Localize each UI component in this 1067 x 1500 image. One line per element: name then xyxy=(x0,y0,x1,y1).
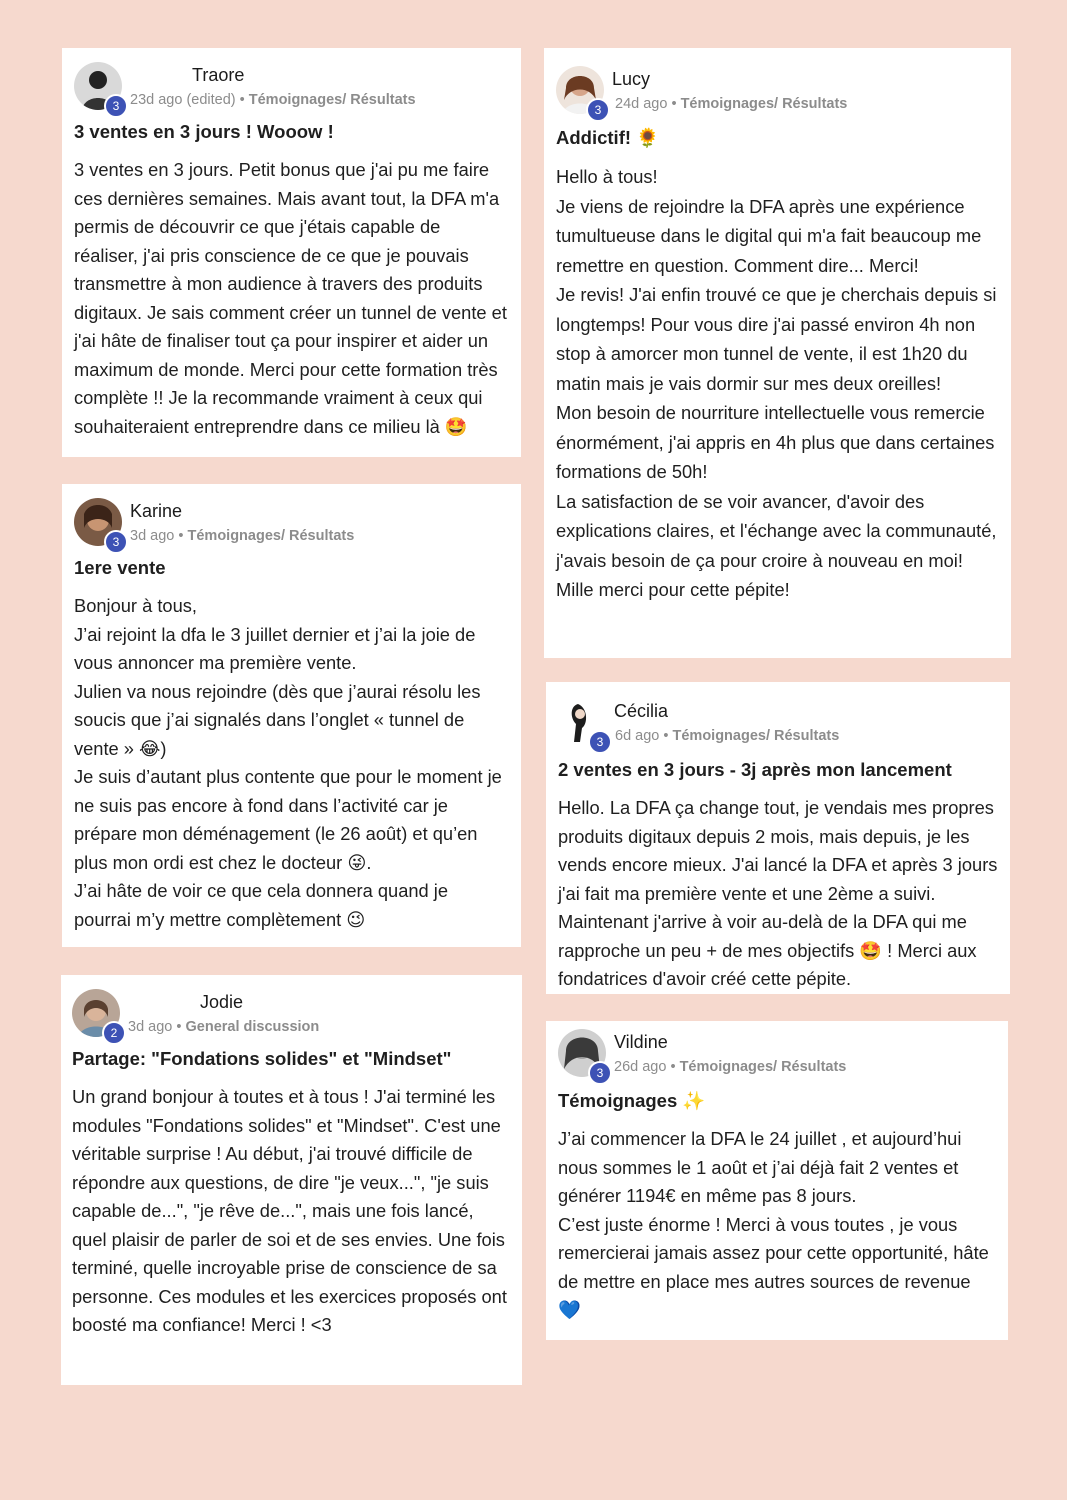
avatar[interactable] xyxy=(558,698,608,748)
post-category[interactable]: Témoignages/ Résultats xyxy=(680,96,848,112)
post-body: J’ai commencer la DFA le 24 juillet , et aujourd’hui nous sommes le 1 août et j’ai déjà fait 2 ventes et générer 1194€ en même pas 8 jours. C’est juste énorme ! Merci à vous toutes , je vous remercierai jamais assez pour cette opportunité, hâte de mettre en place mes autres sources de revenue 💙 xyxy=(558,1128,989,1320)
level-badge: 3 xyxy=(586,98,610,122)
avatar[interactable] xyxy=(74,498,124,548)
author-name[interactable]: Cécilia xyxy=(614,701,669,721)
post-time[interactable]: 26d ago xyxy=(614,1059,667,1075)
post-title[interactable]: Témoignages ✨ xyxy=(558,1090,706,1111)
post-meta: 23d ago (edited) • Témoignages/ Résultats xyxy=(130,92,416,108)
post-category[interactable]: Témoignages/ Résultats xyxy=(187,528,355,544)
post-time[interactable]: 3d ago xyxy=(128,1019,173,1035)
post-body: 3 ventes en 3 jours. Petit bonus que j'ai pu me faire ces dernières semaines. Mais avant tout, la DFA m'a permis de découvrir ce que j'étais capable de réaliser, j'ai pris conscience de ce que je pouvais transmettre à mon audience à travers des produits digitaux. Je sais comment créer un tunnel de vente et j'ai hâte de finaliser tout ça pour inspirer et aider un maximum de monde. Merci pour cette formation très complète !! Je la recommande vraiment à ceux qui souhaiteraient entreprendre dans ce milieu là 🤩 xyxy=(74,159,507,437)
level-badge: 3 xyxy=(588,730,612,754)
author-name[interactable]: Lucy xyxy=(612,69,651,89)
level-badge: 3 xyxy=(104,530,128,554)
post-meta: 26d ago • Témoignages/ Résultats xyxy=(614,1059,847,1075)
author-name[interactable]: Karine xyxy=(130,501,183,521)
post-card xyxy=(546,1021,1008,1340)
avatar[interactable] xyxy=(72,989,122,1039)
post-title[interactable]: Partage: "Fondations solides" et "Mindset" xyxy=(72,1048,452,1069)
post-card xyxy=(61,975,522,1385)
post-body: Bonjour à tous, J’ai rejoint la dfa le 3 juillet dernier et j’ai la joie de vous annoncer ma première vente. Julien va nous rejoindre (dès que j’aurai résolu les soucis que j’ai signalés dans l’onglet « tunnel de vente » 😂) Je suis d’autant plus contente que pour le moment je ne suis pas encore à fond dans l’activité car je prépare mon déménagement (le 26 août) et qu’en plus mon ordi est chez le docteur 😜. J’ai hâte de voir ce que cela donnera quand je pourrai m’y mettre complètement 😉 xyxy=(74,595,502,930)
post-meta: 3d ago • General discussion xyxy=(128,1019,320,1035)
author-name[interactable]: Traore xyxy=(192,65,245,85)
post-body: Un grand bonjour à toutes et à tous ! J'ai terminé les modules "Fondations solides" et "Mindset". C'est une véritable surprise ! Au début, j'ai trouvé difficile de répondre aux questions, de dire "je veux...", "je suis capable de...", "je rêve de...", mais une fois lancé, quel plaisir de parler de soi et de ses envies. Une fois terminé, quelle incroyable prise de conscience de sa personne. Ces modules et les exercices proposés ont boosté ma confiance! Merci ! <3 xyxy=(72,1086,507,1335)
post-title[interactable]: 1ere vente xyxy=(74,557,166,578)
level-badge: 3 xyxy=(104,94,128,118)
post-title[interactable]: Addictif! 🌻 xyxy=(556,127,660,148)
avatar[interactable] xyxy=(556,66,606,116)
post-card xyxy=(62,484,521,947)
post-card xyxy=(544,48,1011,658)
post-meta: 6d ago • Témoignages/ Résultats xyxy=(615,728,840,744)
post-meta: 24d ago • Témoignages/ Résultats xyxy=(615,96,848,112)
post-category[interactable]: Témoignages/ Résultats xyxy=(248,92,416,108)
post-title[interactable]: 3 ventes en 3 jours ! Wooow ! xyxy=(74,121,334,142)
post-meta: 3d ago • Témoignages/ Résultats xyxy=(130,528,355,544)
author-name[interactable]: Jodie xyxy=(200,992,244,1012)
post-body: Hello. La DFA ça change tout, je vendais mes propres produits digitaux depuis 2 mois, mais depuis, je les vends encore mieux. J'ai lancé la DFA et après 3 jours j'ai fait ma première vente et une 2ème a suivi. Maintenant j'arrive à voir au-delà de la DFA qui me rapproche un peu + de mes objectifs 🤩 ! Merci aux fondatrices d'avoir créé cette pépite. xyxy=(558,797,998,989)
post-title[interactable]: 2 ventes en 3 jours - 3j après mon lancement xyxy=(558,759,952,780)
avatar[interactable] xyxy=(74,62,124,112)
post-card xyxy=(62,48,521,457)
post-time[interactable]: 23d ago (edited) xyxy=(130,92,236,108)
level-badge: 3 xyxy=(588,1061,612,1085)
post-body: Hello à tous! Je viens de rejoindre la DFA après une expérience tumultueuse dans le digital qui m'a fait beaucoup me remettre en question. Comment dire... Merci! Je revis! J'ai enfin trouvé ce que je cherchais depuis si longtemps! Pour vous dire j'ai passé environ 4h non stop à amorcer mon tunnel de vente, il est 1h20 du matin mais je vais dormir sur mes deux oreilles! Mon besoin de nourriture intellectuelle vous remercie énormément, j'ai appris en 4h plus que dans certaines formations de 50h! La satisfaction de se voir avancer, d'avoir des explications claires, et l'échange avec la communauté, j'avais besoin de ça pour croire à nouveau en moi! Mille merci pour cette pépite! xyxy=(556,166,997,600)
author-name[interactable]: Vildine xyxy=(614,1032,668,1052)
post-card xyxy=(546,682,1010,994)
level-badge: 2 xyxy=(102,1021,126,1045)
avatar[interactable] xyxy=(558,1029,608,1079)
post-time[interactable]: 24d ago xyxy=(615,96,668,112)
post-category[interactable]: Témoignages/ Résultats xyxy=(672,728,840,744)
post-time[interactable]: 3d ago xyxy=(130,528,175,544)
post-category[interactable]: Témoignages/ Résultats xyxy=(679,1059,847,1075)
post-category[interactable]: General discussion xyxy=(185,1019,320,1035)
post-time[interactable]: 6d ago xyxy=(615,728,660,744)
